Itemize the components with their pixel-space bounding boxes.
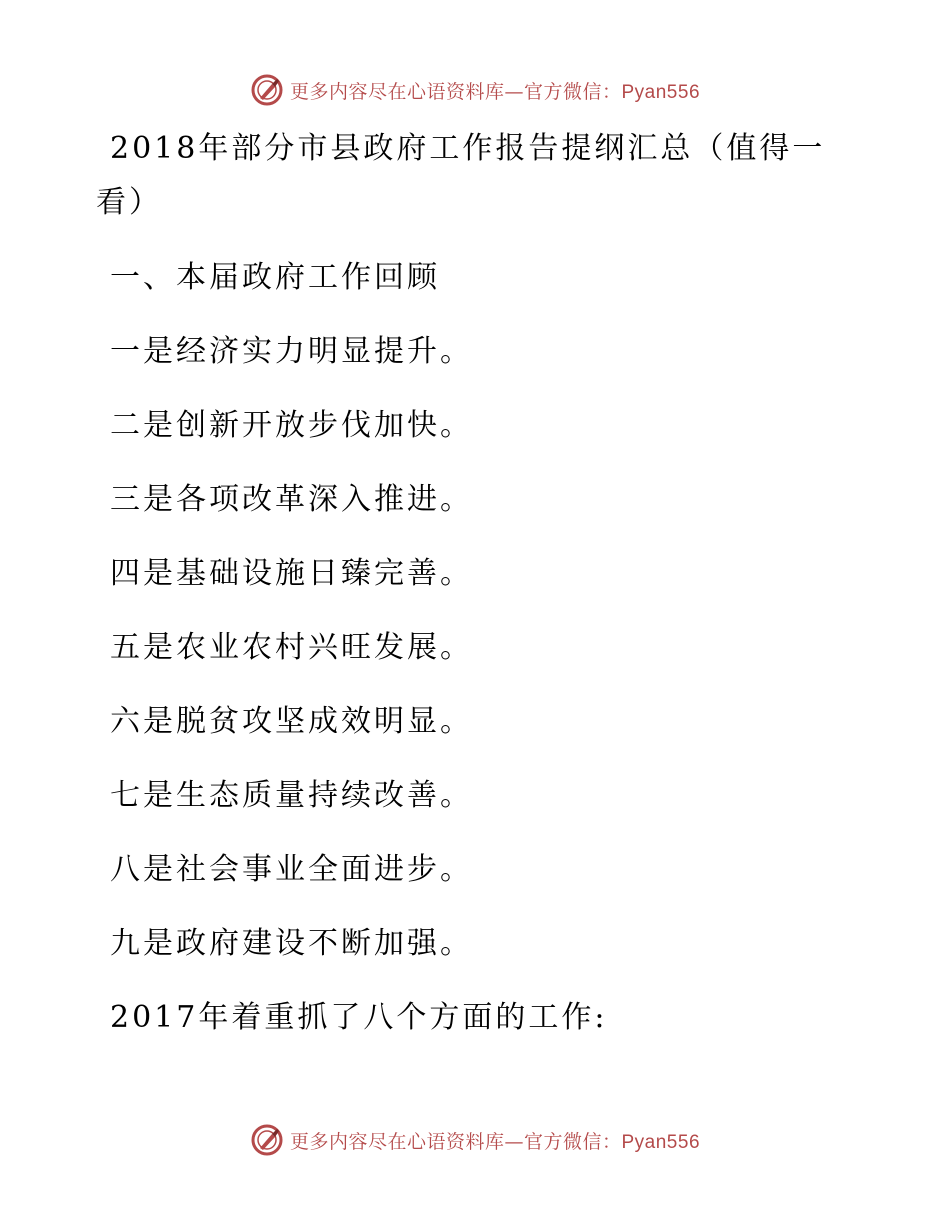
list-item: 八是社会事业全面进步。: [110, 852, 473, 887]
list-item: 四是基础设施日臻完善。: [110, 556, 473, 591]
list-item: 二是创新开放步伐加快。: [110, 408, 473, 443]
header-watermark: [0, 70, 950, 110]
section-heading: 一、本届政府工作回顾: [110, 260, 440, 295]
list-item: 五是农业农村兴旺发展。: [110, 630, 473, 665]
watermark-text: 更多内容尽在心语资料库—官方微信：: [289, 80, 622, 103]
list-item: 六是脱贫攻坚成效明显。: [110, 704, 473, 739]
watermark-handle: Pyan556: [621, 1131, 701, 1153]
closing-line: 2017年着重抓了八个方面的工作:: [110, 1000, 608, 1035]
pen-nib-seal-icon: [250, 73, 284, 107]
watermark-handle: Pyan556: [621, 81, 701, 103]
footer-watermark: [0, 1120, 950, 1160]
list-item: 七是生态质量持续改善。: [110, 778, 473, 813]
list-item: 一是经济实力明显提升。: [110, 334, 473, 369]
pen-nib-seal-icon: [250, 1123, 284, 1157]
watermark-text: 更多内容尽在心语资料库—官方微信：: [289, 1130, 622, 1153]
list-item: 三是各项改革深入推进。: [110, 482, 473, 517]
document-title: 2018年部分市县政府工作报告提纲汇总（值得一看）: [96, 131, 826, 220]
list-item: 九是政府建设不断加强。: [110, 926, 473, 961]
